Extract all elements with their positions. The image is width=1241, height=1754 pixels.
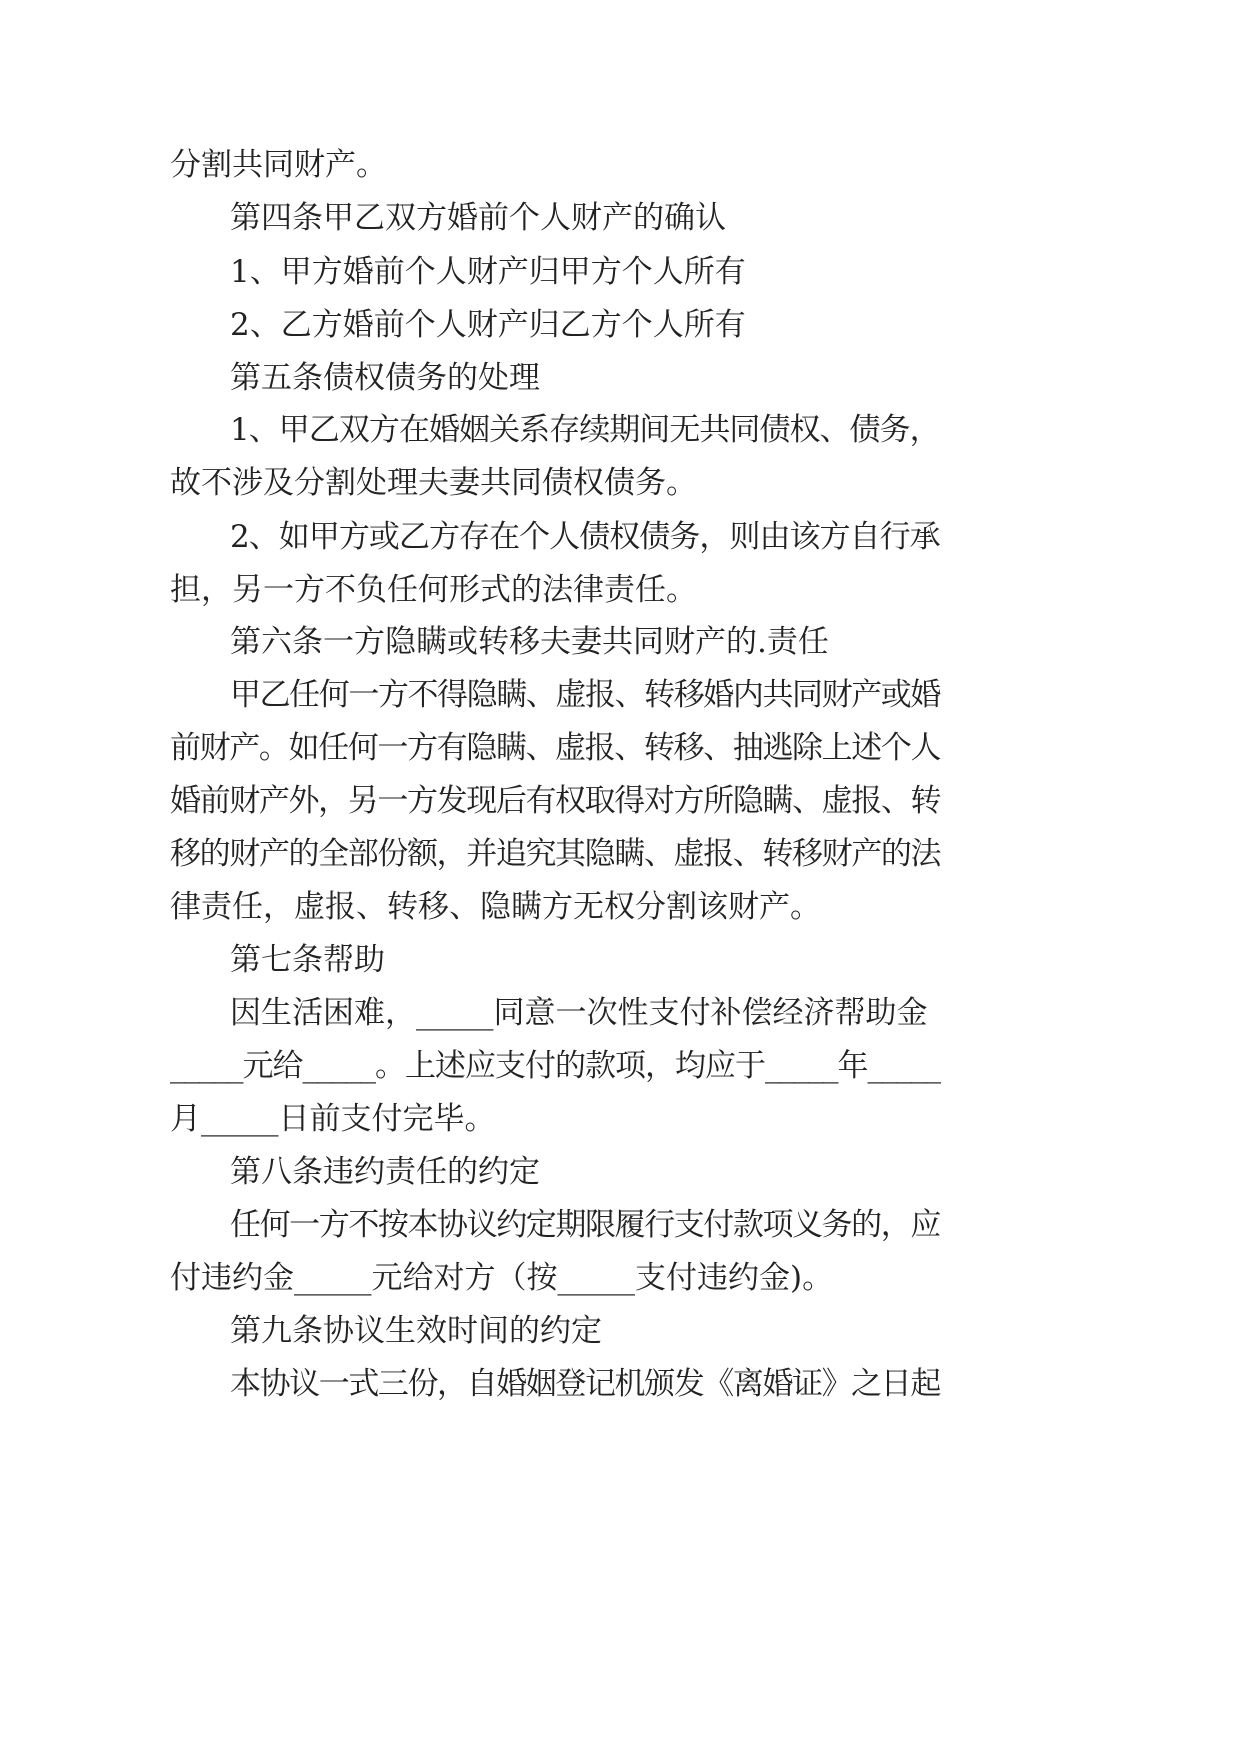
text-line: 因生活困难，_____同意一次性支付补偿经济帮助金 xyxy=(230,995,928,1031)
text-line: 第九条协议生效时间的约定 xyxy=(230,1313,602,1349)
text-line: 1、甲方婚前个人财产归甲方个人所有 xyxy=(230,254,746,290)
text-line: _____元给_____。上述应支付的款项，均应于_____年_____ xyxy=(170,1048,940,1084)
text-line: 1、甲乙双方在婚姻关系存续期间无共同债权、债务， xyxy=(230,412,940,448)
text-line: 前财产。如任何一方有隐瞒、虚报、转移、抽逃除上述个人 xyxy=(170,730,941,766)
text-line: 2、如甲方或乙方存在个人债权债务，则由该方自行承 xyxy=(230,519,940,555)
text-line: 甲乙任何一方不得隐瞒、虚报、转移婚内共同财产或婚 xyxy=(230,677,940,713)
text-line: 任何一方不按本协议约定期限履行支付款项义务的，应 xyxy=(230,1207,940,1243)
text-line: 律责任，虚报、转移、隐瞒方无权分割该财产。 xyxy=(170,889,821,925)
text-line: 担，另一方不负任何形式的法律责任。 xyxy=(170,572,697,608)
text-line: 婚前财产外，另一方发现后有权取得对方所隐瞒、虚报、转 xyxy=(170,783,941,819)
text-line: 付违约金_____元给对方（按_____支付违约金)。 xyxy=(170,1260,834,1296)
text-line: 第八条违约责任的约定 xyxy=(230,1154,540,1190)
text-line: 月_____日前支付完毕。 xyxy=(170,1101,496,1137)
text-line: 第五条债权债务的处理 xyxy=(230,360,540,396)
text-line: 本协议一式三份，自婚姻登记机颁发《离婚证》之日起 xyxy=(230,1366,940,1402)
text-line: 移的财产的全部份额，并追究其隐瞒、虚报、转移财产的法 xyxy=(170,836,941,872)
text-line: 故不涉及分割处理夫妻共同债权债务。 xyxy=(170,465,697,501)
text-line: 2、乙方婚前个人财产归乙方个人所有 xyxy=(230,307,746,343)
text-line: 第四条甲乙双方婚前个人财产的确认 xyxy=(230,200,726,236)
text-line: 第六条一方隐瞒或转移夫妻共同财产的.责任 xyxy=(230,624,829,660)
text-line: 第七条帮助 xyxy=(230,942,385,978)
text-line: 分割共同财产。 xyxy=(170,147,387,183)
